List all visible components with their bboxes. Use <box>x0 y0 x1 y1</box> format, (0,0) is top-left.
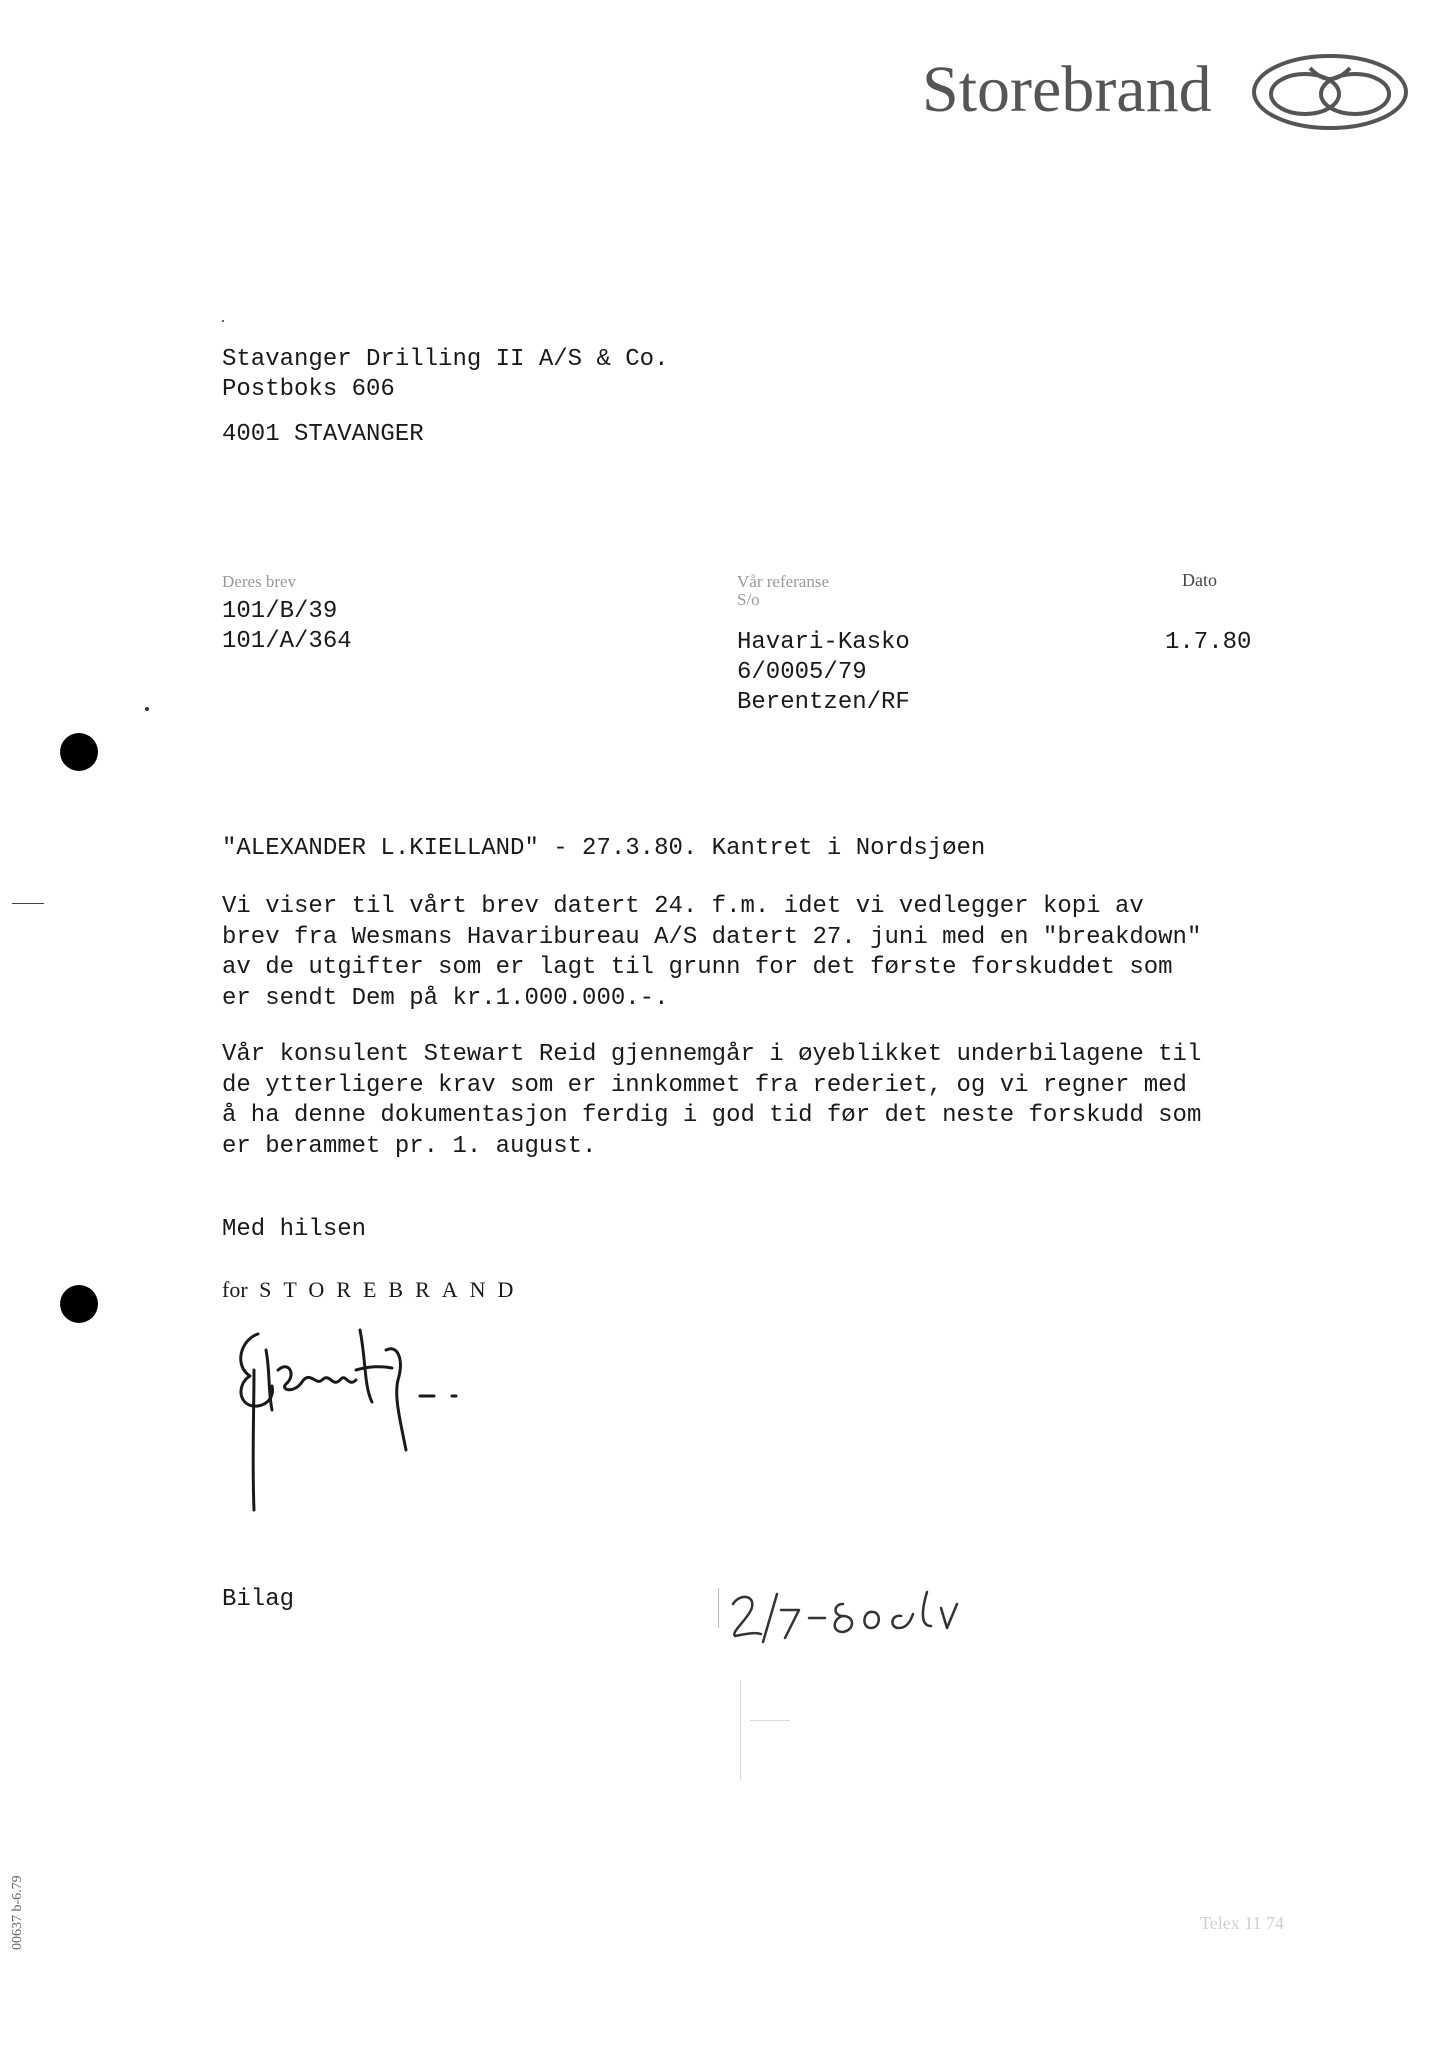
paragraph-line: er berammet pr. 1. august. <box>222 1132 597 1160</box>
note-faint-mark <box>718 1588 719 1628</box>
var-referanse-sublabel: S/o <box>737 590 760 609</box>
storebrand-knot-logo-icon <box>1250 52 1410 132</box>
fold-mark <box>12 903 44 904</box>
footer-text: Telex 11 74 <box>1200 1913 1285 1933</box>
deres-brev-label: Deres brev <box>222 572 297 591</box>
paragraph-line: de ytterligere krav som er innkommet fra rederiet, og vi regner med <box>222 1071 1187 1099</box>
subject-line: "ALEXANDER L.KIELLAND" - 27.3.80. Kantret i Nordsjøen <box>222 835 986 862</box>
recipient-line-3: 4001 STAVANGER <box>222 421 424 448</box>
paragraph-line: å ha denne dokumentasjon ferdig i god tid før det neste forskudd som <box>222 1102 1202 1129</box>
punch-hole <box>60 733 98 771</box>
dato-value: 1.7.80 <box>1165 629 1252 656</box>
closing-greeting: Med hilsen <box>222 1216 367 1243</box>
closing-for-prefix: for <box>222 1277 248 1302</box>
paragraph-line: brev fra Wesmans Havaribureau A/S datert 27. juni med en "breakdown" <box>222 923 1202 951</box>
closing-company: STOREBRAND <box>259 1277 526 1302</box>
closing-for-line <box>222 1275 525 1305</box>
body-paragraph-2 <box>222 1040 1201 1162</box>
recipient-line-1: Stavanger Drilling II A/S & Co. <box>222 346 669 373</box>
stray-dot <box>145 707 149 711</box>
recipient-line-2: Postboks 606 <box>222 376 395 403</box>
paragraph-line: er sendt Dem på kr.1.000.000.-. <box>222 984 669 1012</box>
deres-value-2: 101/A/364 <box>222 628 352 655</box>
handwritten-signature <box>230 1310 570 1520</box>
punch-hole <box>60 1285 98 1323</box>
paragraph-line: Vi viser til vårt brev datert 24. f.m. idet vi vedlegger kopi av <box>222 893 1144 920</box>
faint-line <box>740 1680 741 1780</box>
paragraph-line: av de utgifter som er lagt til grunn for det første forskuddet som <box>222 954 1173 981</box>
var-value-2: 6/0005/79 <box>737 659 867 686</box>
var-referanse-label: Vår referanse <box>737 572 830 591</box>
attachment-label: Bilag <box>222 1586 295 1613</box>
var-value-3: Berentzen/RF <box>737 689 910 716</box>
company-logo-text: Storebrand <box>922 53 1212 126</box>
paragraph-line: Vår konsulent Stewart Reid gjennemgår i øyeblikket underbilagene til <box>222 1041 1202 1068</box>
body-paragraph-1 <box>222 892 1201 1014</box>
handwritten-date-note <box>715 1582 995 1652</box>
var-value-1: Havari-Kasko <box>737 629 910 656</box>
deres-value-1: 101/B/39 <box>222 598 338 625</box>
dato-label: Dato <box>1182 570 1217 590</box>
faint-line <box>750 1720 790 1721</box>
form-code: 00637 b-6.79 <box>10 1875 25 1950</box>
stray-dot <box>222 320 224 322</box>
